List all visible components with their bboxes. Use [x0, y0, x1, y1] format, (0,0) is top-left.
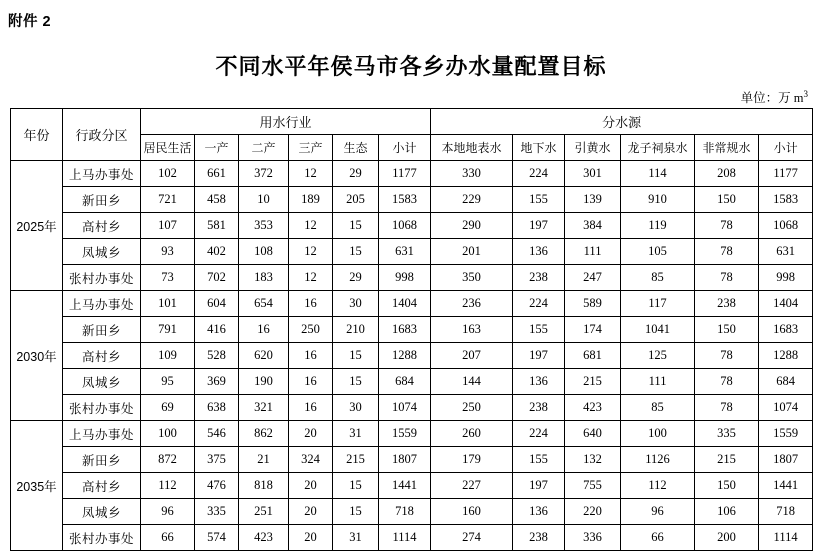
cell-value: 350 — [431, 265, 513, 291]
cell-value: 150 — [695, 187, 759, 213]
cell-value: 384 — [565, 213, 621, 239]
table-row — [11, 525, 813, 551]
cell-value: 12 — [289, 161, 333, 187]
cell-value: 1559 — [379, 421, 431, 447]
cell-value: 220 — [565, 499, 621, 525]
cell-value: 31 — [333, 421, 379, 447]
cell-value: 1441 — [379, 473, 431, 499]
cell-value: 791 — [141, 317, 195, 343]
cell-value: 73 — [141, 265, 195, 291]
cell-value: 69 — [141, 395, 195, 421]
cell-value: 458 — [195, 187, 239, 213]
cell-value: 78 — [695, 239, 759, 265]
year-cell: 2025年 — [11, 161, 63, 291]
table-row — [11, 447, 813, 473]
cell-value: 15 — [333, 369, 379, 395]
cell-value: 1288 — [759, 343, 813, 369]
cell-value: 16 — [289, 369, 333, 395]
region-cell: 高村乡 — [63, 343, 141, 369]
cell-value: 910 — [621, 187, 695, 213]
region-cell: 高村乡 — [63, 213, 141, 239]
region-cell: 凤城乡 — [63, 239, 141, 265]
cell-value: 21 — [239, 447, 289, 473]
cell-value: 117 — [621, 291, 695, 317]
cell-value: 200 — [695, 525, 759, 551]
cell-value: 640 — [565, 421, 621, 447]
cell-value: 96 — [621, 499, 695, 525]
cell-value: 78 — [695, 265, 759, 291]
cell-value: 136 — [513, 369, 565, 395]
cell-value: 238 — [513, 395, 565, 421]
cell-value: 528 — [195, 343, 239, 369]
cell-value: 1288 — [379, 343, 431, 369]
cell-value: 96 — [141, 499, 195, 525]
header-group-source: 分水源 — [431, 109, 813, 135]
table-row — [11, 343, 813, 369]
table-row — [11, 239, 813, 265]
cell-value: 1404 — [759, 291, 813, 317]
cell-value: 201 — [431, 239, 513, 265]
table-header-group-row — [11, 109, 813, 135]
cell-value: 335 — [195, 499, 239, 525]
table-body — [11, 161, 813, 551]
cell-value: 335 — [695, 421, 759, 447]
cell-value: 236 — [431, 291, 513, 317]
cell-value: 136 — [513, 239, 565, 265]
unit-superscript: 3 — [803, 88, 808, 99]
cell-value: 215 — [333, 447, 379, 473]
cell-value: 274 — [431, 525, 513, 551]
cell-value: 321 — [239, 395, 289, 421]
region-cell: 新田乡 — [63, 317, 141, 343]
region-cell: 高村乡 — [63, 473, 141, 499]
region-cell: 新田乡 — [63, 447, 141, 473]
region-cell: 凤城乡 — [63, 369, 141, 395]
cell-value: 111 — [621, 369, 695, 395]
cell-value: 1404 — [379, 291, 431, 317]
region-cell: 张村办事处 — [63, 525, 141, 551]
cell-value: 155 — [513, 447, 565, 473]
cell-value: 12 — [289, 213, 333, 239]
cell-value: 163 — [431, 317, 513, 343]
header-source-local-surface: 本地地表水 — [431, 135, 513, 161]
cell-value: 29 — [333, 265, 379, 291]
cell-value: 1583 — [759, 187, 813, 213]
cell-value: 111 — [565, 239, 621, 265]
cell-value: 197 — [513, 343, 565, 369]
region-cell: 新田乡 — [63, 187, 141, 213]
table-row — [11, 499, 813, 525]
cell-value: 369 — [195, 369, 239, 395]
table-row — [11, 291, 813, 317]
cell-value: 589 — [565, 291, 621, 317]
table-head — [11, 109, 813, 161]
cell-value: 66 — [141, 525, 195, 551]
cell-value: 684 — [379, 369, 431, 395]
cell-value: 205 — [333, 187, 379, 213]
year-cell: 2035年 — [11, 421, 63, 551]
cell-value: 215 — [695, 447, 759, 473]
cell-value: 155 — [513, 317, 565, 343]
cell-value: 229 — [431, 187, 513, 213]
cell-value: 30 — [333, 395, 379, 421]
cell-value: 189 — [289, 187, 333, 213]
cell-value: 20 — [289, 525, 333, 551]
cell-value: 160 — [431, 499, 513, 525]
cell-value: 238 — [695, 291, 759, 317]
cell-value: 190 — [239, 369, 289, 395]
cell-value: 207 — [431, 343, 513, 369]
cell-value: 375 — [195, 447, 239, 473]
cell-value: 718 — [759, 499, 813, 525]
cell-value: 1074 — [759, 395, 813, 421]
cell-value: 30 — [333, 291, 379, 317]
cell-value: 1068 — [379, 213, 431, 239]
cell-value: 12 — [289, 239, 333, 265]
cell-value: 101 — [141, 291, 195, 317]
cell-value: 1177 — [379, 161, 431, 187]
cell-value: 105 — [621, 239, 695, 265]
cell-value: 818 — [239, 473, 289, 499]
cell-value: 1807 — [759, 447, 813, 473]
header-source-unconventional: 非常规水 — [695, 135, 759, 161]
cell-value: 581 — [195, 213, 239, 239]
cell-value: 336 — [565, 525, 621, 551]
cell-value: 112 — [141, 473, 195, 499]
cell-value: 119 — [621, 213, 695, 239]
cell-value: 106 — [695, 499, 759, 525]
year-cell: 2030年 — [11, 291, 63, 421]
cell-value: 15 — [333, 343, 379, 369]
region-cell: 张村办事处 — [63, 265, 141, 291]
cell-value: 546 — [195, 421, 239, 447]
table-row — [11, 187, 813, 213]
table-row — [11, 369, 813, 395]
cell-value: 1683 — [379, 317, 431, 343]
cell-value: 109 — [141, 343, 195, 369]
table-row — [11, 213, 813, 239]
cell-value: 224 — [513, 421, 565, 447]
cell-value: 10 — [239, 187, 289, 213]
cell-value: 16 — [289, 291, 333, 317]
cell-value: 416 — [195, 317, 239, 343]
cell-value: 1807 — [379, 447, 431, 473]
cell-value: 1559 — [759, 421, 813, 447]
cell-value: 183 — [239, 265, 289, 291]
cell-value: 100 — [621, 421, 695, 447]
cell-value: 250 — [431, 395, 513, 421]
cell-value: 353 — [239, 213, 289, 239]
cell-value: 1114 — [759, 525, 813, 551]
cell-value: 132 — [565, 447, 621, 473]
cell-value: 150 — [695, 473, 759, 499]
cell-value: 197 — [513, 473, 565, 499]
cell-value: 1041 — [621, 317, 695, 343]
cell-value: 872 — [141, 447, 195, 473]
header-industry-residential: 居民生活 — [141, 135, 195, 161]
cell-value: 107 — [141, 213, 195, 239]
cell-value: 114 — [621, 161, 695, 187]
cell-value: 112 — [621, 473, 695, 499]
cell-value: 20 — [289, 499, 333, 525]
cell-value: 684 — [759, 369, 813, 395]
cell-value: 631 — [759, 239, 813, 265]
cell-value: 15 — [333, 499, 379, 525]
table-row — [11, 473, 813, 499]
header-industry-tertiary: 三产 — [289, 135, 333, 161]
page-title: 不同水平年侯马市各乡办水量配置目标 — [215, 54, 607, 79]
cell-value: 702 — [195, 265, 239, 291]
cell-value: 330 — [431, 161, 513, 187]
region-cell: 上马办事处 — [63, 421, 141, 447]
cell-value: 20 — [289, 473, 333, 499]
header-industry-primary: 一产 — [195, 135, 239, 161]
cell-value: 16 — [239, 317, 289, 343]
cell-value: 1126 — [621, 447, 695, 473]
table-row — [11, 421, 813, 447]
cell-value: 197 — [513, 213, 565, 239]
cell-value: 208 — [695, 161, 759, 187]
cell-value: 604 — [195, 291, 239, 317]
cell-value: 260 — [431, 421, 513, 447]
cell-value: 1177 — [759, 161, 813, 187]
cell-value: 998 — [759, 265, 813, 291]
cell-value: 1114 — [379, 525, 431, 551]
cell-value: 78 — [695, 395, 759, 421]
cell-value: 16 — [289, 343, 333, 369]
cell-value: 144 — [431, 369, 513, 395]
unit-note — [741, 88, 808, 106]
header-source-yellow-river: 引黄水 — [565, 135, 621, 161]
cell-value: 66 — [621, 525, 695, 551]
table-row — [11, 161, 813, 187]
cell-value: 1068 — [759, 213, 813, 239]
cell-value: 251 — [239, 499, 289, 525]
cell-value: 15 — [333, 213, 379, 239]
cell-value: 31 — [333, 525, 379, 551]
cell-value: 250 — [289, 317, 333, 343]
header-industry-ecology: 生态 — [333, 135, 379, 161]
cell-value: 78 — [695, 369, 759, 395]
header-source-longzici-spring: 龙子祠泉水 — [621, 135, 695, 161]
cell-value: 78 — [695, 343, 759, 369]
cell-value: 1441 — [759, 473, 813, 499]
cell-value: 238 — [513, 265, 565, 291]
cell-value: 324 — [289, 447, 333, 473]
table-row — [11, 395, 813, 421]
cell-value: 150 — [695, 317, 759, 343]
header-year: 年份 — [11, 109, 63, 161]
unit-text: 单位：万 m — [740, 91, 804, 105]
cell-value: 155 — [513, 187, 565, 213]
cell-value: 12 — [289, 265, 333, 291]
cell-value: 755 — [565, 473, 621, 499]
cell-value: 238 — [513, 525, 565, 551]
cell-value: 179 — [431, 447, 513, 473]
cell-value: 224 — [513, 161, 565, 187]
region-cell: 凤城乡 — [63, 499, 141, 525]
cell-value: 301 — [565, 161, 621, 187]
cell-value: 631 — [379, 239, 431, 265]
cell-value: 574 — [195, 525, 239, 551]
water-allocation-table — [10, 108, 813, 551]
cell-value: 95 — [141, 369, 195, 395]
region-cell: 上马办事处 — [63, 161, 141, 187]
header-group-industry: 用水行业 — [141, 109, 431, 135]
cell-value: 16 — [289, 395, 333, 421]
cell-value: 862 — [239, 421, 289, 447]
cell-value: 423 — [565, 395, 621, 421]
cell-value: 661 — [195, 161, 239, 187]
cell-value: 372 — [239, 161, 289, 187]
cell-value: 402 — [195, 239, 239, 265]
cell-value: 139 — [565, 187, 621, 213]
cell-value: 100 — [141, 421, 195, 447]
cell-value: 136 — [513, 499, 565, 525]
cell-value: 721 — [141, 187, 195, 213]
cell-value: 215 — [565, 369, 621, 395]
header-industry-secondary: 二产 — [239, 135, 289, 161]
cell-value: 1683 — [759, 317, 813, 343]
cell-value: 718 — [379, 499, 431, 525]
cell-value: 1583 — [379, 187, 431, 213]
cell-value: 29 — [333, 161, 379, 187]
header-region: 行政分区 — [63, 109, 141, 161]
cell-value: 638 — [195, 395, 239, 421]
region-cell: 上马办事处 — [63, 291, 141, 317]
cell-value: 476 — [195, 473, 239, 499]
cell-value: 998 — [379, 265, 431, 291]
cell-value: 620 — [239, 343, 289, 369]
attachment-label: 附件 2 — [8, 14, 52, 30]
cell-value: 681 — [565, 343, 621, 369]
cell-value: 85 — [621, 265, 695, 291]
cell-value: 290 — [431, 213, 513, 239]
cell-value: 102 — [141, 161, 195, 187]
cell-value: 15 — [333, 239, 379, 265]
cell-value: 20 — [289, 421, 333, 447]
cell-value: 85 — [621, 395, 695, 421]
cell-value: 224 — [513, 291, 565, 317]
cell-value: 15 — [333, 473, 379, 499]
header-source-subtotal: 小计 — [759, 135, 813, 161]
cell-value: 654 — [239, 291, 289, 317]
cell-value: 227 — [431, 473, 513, 499]
cell-value: 125 — [621, 343, 695, 369]
cell-value: 78 — [695, 213, 759, 239]
table-row — [11, 317, 813, 343]
cell-value: 247 — [565, 265, 621, 291]
header-industry-subtotal: 小计 — [379, 135, 431, 161]
header-source-groundwater: 地下水 — [513, 135, 565, 161]
table-row — [11, 265, 813, 291]
region-cell: 张村办事处 — [63, 395, 141, 421]
cell-value: 423 — [239, 525, 289, 551]
cell-value: 174 — [565, 317, 621, 343]
cell-value: 108 — [239, 239, 289, 265]
cell-value: 210 — [333, 317, 379, 343]
cell-value: 1074 — [379, 395, 431, 421]
cell-value: 93 — [141, 239, 195, 265]
